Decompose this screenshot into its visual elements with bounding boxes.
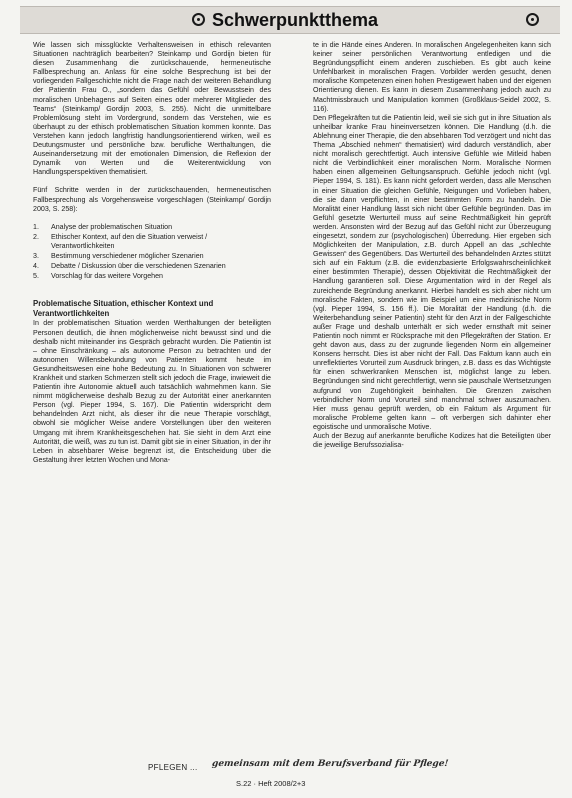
list-item: [33, 233, 271, 251]
bullseye-icon: [192, 13, 205, 26]
step-number: 2.: [33, 232, 39, 241]
step-number: 1.: [33, 222, 39, 231]
list-item: [33, 272, 271, 281]
steps-list: [33, 223, 271, 282]
step-text: Analyse der problematischen Situation: [51, 222, 173, 231]
right-column: [313, 41, 551, 450]
five-steps-intro: Fünf Schritte werden in der zurückschauenden, hermeneutischen Fallbesprechung als Vorgehensweise vorgeschlagen (Steinkamp/ Gordijn 2003, S. 258):: [33, 186, 271, 213]
step-number: 3.: [33, 251, 39, 260]
magazine-name: PFLEGEN ...: [148, 763, 198, 772]
list-item: [33, 262, 271, 271]
step-text: Ethischer Kontext, auf den die Situation verweist / Verantwortlichkeiten: [51, 232, 208, 250]
step-text: Vorschlag für das weitere Vorgehen: [51, 272, 163, 281]
header-band: [20, 6, 560, 34]
step-text: Debatte / Diskussion über die verschiedenen Szenarien: [51, 262, 226, 271]
page-title: Schwerpunktthema: [212, 10, 379, 30]
section-heading: Problematische Situation, ethischer Kontext und Verantwortlichkeiten: [33, 299, 214, 318]
body-paragraph: Auch der Bezug auf anerkannte berufliche Kodizes hat die Beteiligten über die jeweilige Berufssozialisa-: [313, 432, 551, 450]
page-number: S.22 · Heft 2008/2+3: [236, 779, 306, 788]
continued-paragraph: te in die Hände eines Anderen. In moralischen Angelegenheiten kann sich keiner seiner persönlichen Verantwortung entledigen und die Begründungspflicht einem anderen zuschieben. Es gibt auch keine Unfehlbarkeit in moralischen Fragen. Vorbilder werden gesucht, denen moralische Kompetenzen einen hohen Prestigewert haben und der eigenen Orientierung dienen. Es kann in diesem Zusammenhang jedoch auch zu Machtmissbrauch und Manipulation kommen (Großklaus-Seidel 2002, S. 116).: [313, 41, 551, 113]
body-paragraph: Den Pflegekräften tut die Patientin leid, weil sie sich gut in ihre Situation als unheilbar kranke Frau hineinversetzen können. Die Handlung (d.h. die Ablehnung einer Therapie, die den absehbaren Tod verzögert und nicht das Thema „Abschied nehmen“ thematisiert) wird dadurch verständlich, aber nicht moralisch gerechtfertigt. Auch intensive Gefühle wie Mitleid haben nicht die Verbindlichkeit einer moralischen Norm. Moralische Normen haben einen allgemeinen Geltungsanspruch. Gefühle jedoch nicht (vgl. Pieper 1994, S. 181). Es kann nicht gefordert werden, dass alle Menschen in einer Situation die gleichen Gefühle, Neigungen und Vorlieben haben, die sie dann verpflichten, in einer bestimmten Form zu handeln. Die Moralität einer Handlung lässt sich nicht über Gefühle begründen. Das im Gefühl gesetzte Werturteil muss auf seine Rechtmäßigkeit hin geprüft werden. Ansonsten wird der Bezug auf das Gefühl nicht zur Überzeugung eingesetzt, sondern zur (psychologischen) Überredung. Hier ergeben sich Möglichkeiten der Manipulation, z.B. durch Appell an das „schlechte Gewissen“ des Gegenübers. Das Werturteil des behandelnden Arztes stützt sich auf ein Faktum (z.B. die evidenzbasierte Erfolgswahrscheinlichkeit einer bestimmten Therapie), dessen Objektivität die Rechtmäßigkeit der Handlung garantieren soll. Diese Argumentation wird in der Regel als zureichende Begründung anerkannt. Hierbei handelt es sich aber nicht um moralische Fakten, sondern wie im Beispiel um eine medizinische Norm (vgl. Pieper 1994, S. 156 ff.). Die Moralität der Handlung (d.h. die Weiterbehandlung seiner Patientin) steht für den Arzt in der Fallgeschichte außer Frage und deshalb unterhält er sich weder ernsthaft mit seiner Patientin noch nimmt er Rücksprache mit den Pflegekräften der Station. Er geht davon aus, dass zu der zugrunde liegenden Norm ein allgemeiner Konsens herrscht. Dies ist aber nicht der Fall. Das Faktum kann auch ein unreflektiertes Vorurteil zum Ausdruck bringen, z.B. dass es das Wichtigste für einen schwerkranken Menschen ist, möglichst lange zu leben. Begründungen sind nicht gerechtfertigt, wenn sie pauschale Wertsetzungen aufgrund von Zugehörigkeit beinhalten. Die Grenzen zwischen verbindlicher Norm und Vorurteil sind manchmal schwer auszumachen. Hier muss genau geprüft werden, ob ein Faktum als Argument für moralische Probleme gelten kann – oft verbergen sich dahinter eher egoistische und unmoralische Motive.: [313, 113, 551, 431]
step-number: 4.: [33, 262, 39, 271]
left-column: [33, 41, 271, 465]
footer-slogan: gemeinsam mit dem Berufsverband für Pflege!: [211, 759, 449, 769]
section-paragraph: In der problematischen Situation werden Werthaltungen der beteiligten Personen deutlich, die ihnen möglicherweise nicht bewusst sind und die deshalb nicht miteinander ins Gespräch gebracht wurden. Die Patientin ist – ohne Einschränkung – als autonome Person zu betrachten und der autonomen Willensbekundung von Patienten kommt heute im Gesundheitswesen eine hohe Bedeutung zu. In Situationen von schwerer Krankheit und starken Schmerzen stellt sich jedoch die Frage, inwieweit die Patientin ihre Autonomie aktuell auch tatsächlich wahrnehmen kann. Sie nimmt möglicherweise deshalb Bezug zu der Autorität einer anerkannten Person (vgl. Pieper 1994, S. 167). Die Patientin widerspricht dem behandelnden Arzt nicht, als dieser ihr die neue Therapie vorschlägt, obwohl sie möglicher Weise andere Vorstellungen über den weiteren Umgang mit ihrem Krankheitsgeschehen hat. Sie sieht in dem Arzt eine Autorität, die weiß, was zu tun ist. Damit gibt sie in einer Situation, in der ihr Leben in absehbarer Weise begrenzt ist, die Entscheidung über die Gestaltung ihrer letzten Wochen und Mona-: [33, 319, 271, 464]
bullseye-icon: [526, 13, 539, 26]
list-item: [33, 223, 271, 232]
step-number: 5.: [33, 272, 39, 281]
step-text: Bestimmung verschiedener möglicher Szenarien: [51, 251, 204, 260]
list-item: [33, 252, 271, 261]
intro-paragraph: Wie lassen sich missglückte Verhaltensweisen in ethisch relevanten Situationen nachträglich bearbeiten? Steinkamp und Gordijn bieten für diesen Zusammenhang die zurückschauende, hermeneutische Fallbesprechung an. Anlass für eine solche Besprechung ist bei der vorliegenden Fallgeschichte nicht die Frage nach der weiteren Behandlung der Patientin Frau O., „sondern das Gefühl oder Bewusstsein des moralischen Unbehagens auf Seiten eines oder mehrerer Mitglieder des Teams“ (Steinkamp/ Gordijn 2003, S. 255). Nicht die unmittelbare Problemlösung steht im Vordergrund, sondern das Verstehen, wie es überhaupt zu der ethisch problematischen Situation kommen konnte. Das Verstehen kann jedoch langfristig handlungsorientierend wirken, weil es Deutungsmuster und persönliche bzw. berufliche Werthaltungen, die Auseinandersetzung mit der emotionalen Dimension, die Reflexion der Dynamik von Werten und die Weiterentwicklung von Handlungsperspektiven thematisiert.: [33, 41, 271, 177]
